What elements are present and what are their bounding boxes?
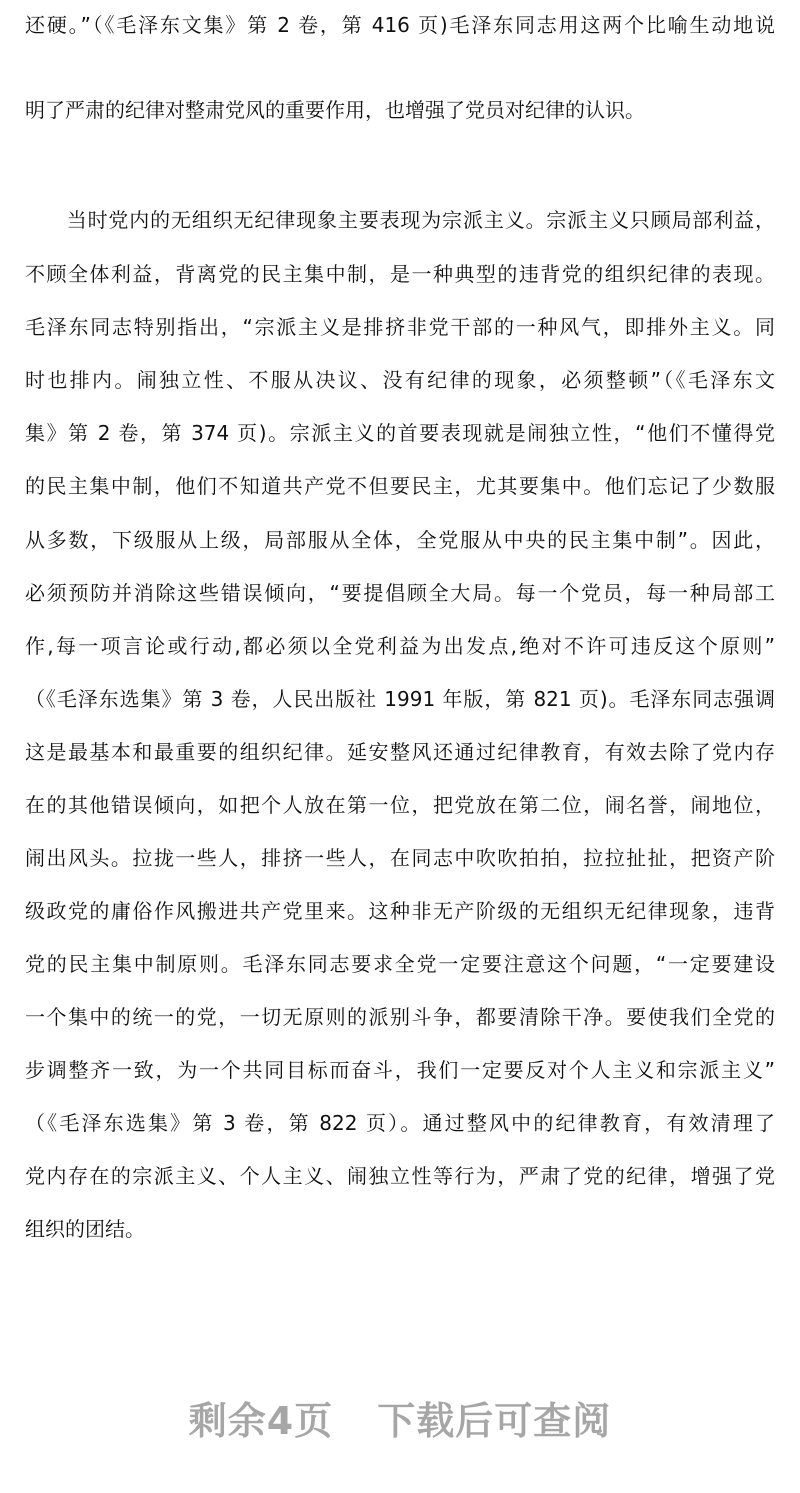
paragraph-line: 不顾全体利益，背离党的民主集中制，是一种典型的违背党的组织纪律的表现。 [25, 262, 775, 286]
paragraph-line: 明了严肃的纪律对整肃党风的重要作用，也增强了党员对纪律的认识。 [25, 98, 645, 122]
paragraph-line: 组织的团结。 [25, 1217, 145, 1241]
paragraph-line: 党内存在的宗派主义、个人主义、闹独立性等行为，严肃了党的纪律，增强了党 [25, 1164, 775, 1188]
paragraph-line: 级政党的庸俗作风搬进共产党里来。这种非无产阶级的无组织无纪律现象，违背 [25, 899, 775, 923]
paragraph-line: 毛泽东同志特别指出，“宗派主义是排挤非党干部的一种风气，即排外主义。同 [25, 315, 775, 339]
paragraph-line: 闹出风头。拉拢一些人，排挤一些人，在同志中吹吹拍拍，拉拉扯扯，把资产阶 [25, 846, 775, 870]
download-to-view-label: 下载后可查阅 [377, 1399, 612, 1443]
paragraph-line: 时也排内。闹独立性、不服从决议、没有纪律的现象，必须整顿”（《毛泽东文 [25, 368, 775, 392]
remaining-pages-label: 剩余4页 [188, 1399, 334, 1443]
paragraph-line: 党的民主集中制原则。毛泽东同志要求全党一定要注意这个问题，“一定要建设 [25, 952, 775, 976]
paragraph-line: 集》第 2 卷，第 374 页)。宗派主义的首要表现就是闹独立性，“他们不懂得党 [25, 421, 775, 445]
paragraph-line: 还硬。”（《毛泽东文集》第 2 卷，第 416 页)毛泽东同志用这两个比喻生动地说 [25, 13, 775, 37]
paragraph-line: 这是最基本和最重要的组织纪律。延安整风还通过纪律教育，有效去除了党内存 [25, 740, 775, 764]
download-prompt[interactable] [0, 1390, 800, 1445]
paragraph-line: 一个集中的统一的党，一切无原则的派别斗争，都要清除干净。要使我们全党的 [25, 1005, 775, 1029]
paragraph-line: 作,每一项言论或行动,都必须以全党利益为出发点,绝对不许可违反这个原则” [25, 634, 775, 658]
paragraph-line: （《毛泽东选集》第 3 卷，第 822 页）。通过整风中的纪律教育，有效清理了 [25, 1111, 775, 1135]
paragraph-line: 步调整齐一致，为一个共同目标而奋斗，我们一定要反对个人主义和宗派主义” [25, 1058, 775, 1082]
paragraph-line: 当时党内的无组织无纪律现象主要表现为宗派主义。宗派主义只顾局部利益， [25, 208, 775, 232]
paragraph-line: （《毛泽东选集》第 3 卷，人民出版社 1991 年版，第 821 页)。毛泽东同志强调 [25, 687, 775, 711]
paragraph-line: 从多数，下级服从上级，局部服从全体，全党服从中央的民主集中制”。因此， [25, 528, 775, 552]
paragraph-line: 的民主集中制，他们不知道共产党不但要民主，尤其要集中。他们忘记了少数服 [25, 474, 775, 498]
paragraph-line: 必须预防并消除这些错误倾向，“要提倡顾全大局。每一个党员，每一种局部工 [25, 581, 775, 605]
paragraph-line: 在的其他错误倾向，如把个人放在第一位，把党放在第二位，闹名誉，闹地位， [25, 793, 775, 817]
